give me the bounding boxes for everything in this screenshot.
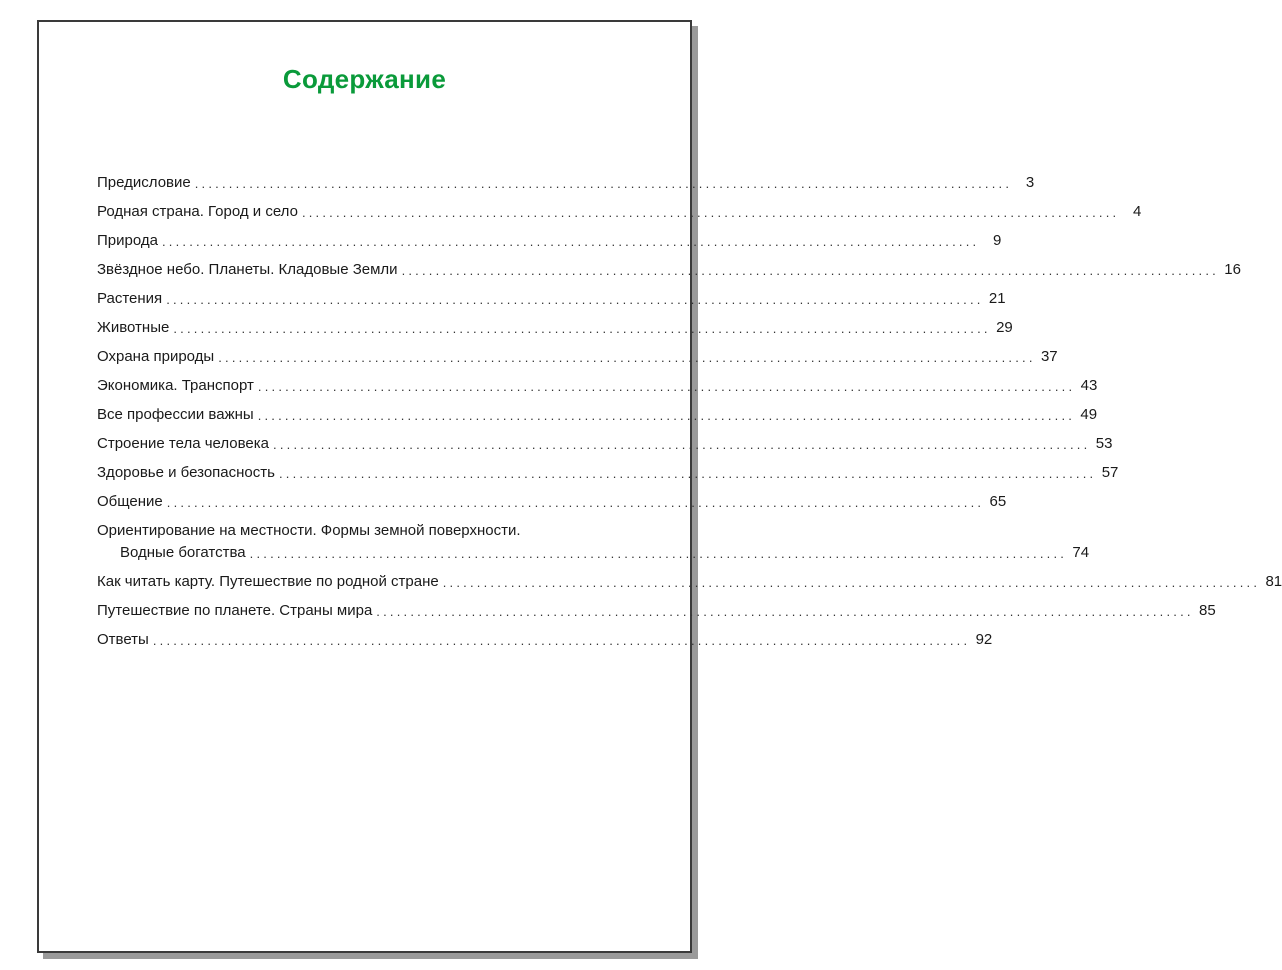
toc-entry-label-continuation: Водные богатства	[120, 544, 246, 561]
toc-entry-label: Строение тела человека	[97, 435, 270, 452]
toc-entry	[97, 573, 1282, 591]
dot-leader: ........................................................................................................................	[152, 633, 971, 648]
toc-entry-label: Как читать карту. Путешествие по родной стране	[97, 573, 439, 590]
toc-entry-label: Все профессии важны	[97, 406, 254, 423]
toc-entry-label: Растения	[97, 290, 163, 307]
dot-leader: ........................................................................................................................	[166, 292, 984, 307]
dot-leader: ........................................................................................................................	[249, 546, 1068, 561]
toc-entry	[97, 232, 1002, 250]
toc-entry-page: 4	[1133, 203, 1142, 220]
toc-entry-page: 29	[996, 319, 1013, 336]
toc-entry-label: Природа	[97, 232, 158, 249]
dot-leader: ........................................................................................................................	[257, 408, 1076, 423]
dot-leader: ........................................................................................................................	[301, 205, 1120, 220]
toc-entry-label: Родная страна. Город и село	[97, 203, 298, 220]
toc-entry-label: Экономика. Транспорт	[97, 377, 254, 394]
dot-leader: ........................................................................................................................	[166, 495, 985, 510]
toc-entry	[97, 602, 1216, 620]
toc-entry	[97, 631, 993, 649]
toc-entry	[97, 203, 1142, 221]
toc-entry-label: Здоровье и безопасность	[97, 464, 275, 481]
dot-leader: ........................................................................................................................	[401, 263, 1219, 278]
toc-entry	[97, 319, 1013, 337]
toc-entry	[97, 174, 1035, 192]
table-of-contents	[97, 174, 1282, 660]
toc-entry	[97, 493, 1007, 511]
toc-entry-page: 16	[1224, 261, 1241, 278]
toc-entry	[97, 261, 1241, 279]
dot-leader: ........................................................................................................................	[278, 466, 1097, 481]
toc-entry-page: 92	[975, 631, 993, 648]
toc-entry-label: Охрана природы	[97, 348, 215, 365]
toc-entry-page: 49	[1080, 406, 1098, 423]
toc-entry-page: 57	[1101, 464, 1119, 481]
toc-entry-page: 21	[988, 290, 1006, 307]
toc-entry	[97, 435, 1113, 453]
toc-entry-page: 81	[1265, 573, 1282, 590]
toc-entry-page: 9	[993, 232, 1002, 249]
toc-entry-page: 3	[1025, 174, 1035, 191]
toc-entry-label: Звёздное небо. Планеты. Кладовые Земли	[97, 261, 398, 278]
toc-entry-multiline	[97, 522, 1090, 562]
toc-entry	[97, 377, 1098, 395]
toc-entry-page: 85	[1199, 602, 1216, 619]
toc-entry	[97, 406, 1098, 424]
page-title: Содержание	[282, 64, 447, 94]
toc-entry	[97, 464, 1119, 482]
dot-leader: ........................................................................................................................	[257, 379, 1076, 394]
dot-leader: ........................................................................................................................	[161, 234, 980, 249]
toc-entry-page: 37	[1040, 348, 1058, 365]
toc-entry	[97, 348, 1058, 366]
dot-leader: ........................................................................................................................	[218, 350, 1036, 365]
toc-entry-label: Ответы	[97, 631, 149, 648]
toc-entry-page: 43	[1080, 377, 1098, 394]
toc-entry-label: Животные	[97, 319, 170, 336]
dot-leader: ........................................................................................................................	[376, 604, 1194, 619]
dot-leader: ........................................................................................................................	[273, 437, 1091, 452]
toc-entry-page: 53	[1095, 435, 1113, 452]
dot-leader: ........................................................................................................................	[173, 321, 991, 336]
toc-entry-label: Предисловие	[97, 174, 191, 191]
toc-entry-label: Ориентирование на местности. Формы земной поверхности.	[97, 522, 521, 539]
document-page	[37, 20, 1282, 953]
toc-entry	[97, 290, 1006, 308]
toc-entry-label: Общение	[97, 493, 163, 510]
dot-leader: ........................................................................................................................	[442, 575, 1261, 590]
dot-leader: ........................................................................................................................	[194, 176, 1013, 191]
toc-entry-page: 65	[989, 493, 1007, 510]
toc-entry-page: 74	[1072, 544, 1090, 561]
toc-entry-label: Путешествие по планете. Страны мира	[97, 602, 373, 619]
